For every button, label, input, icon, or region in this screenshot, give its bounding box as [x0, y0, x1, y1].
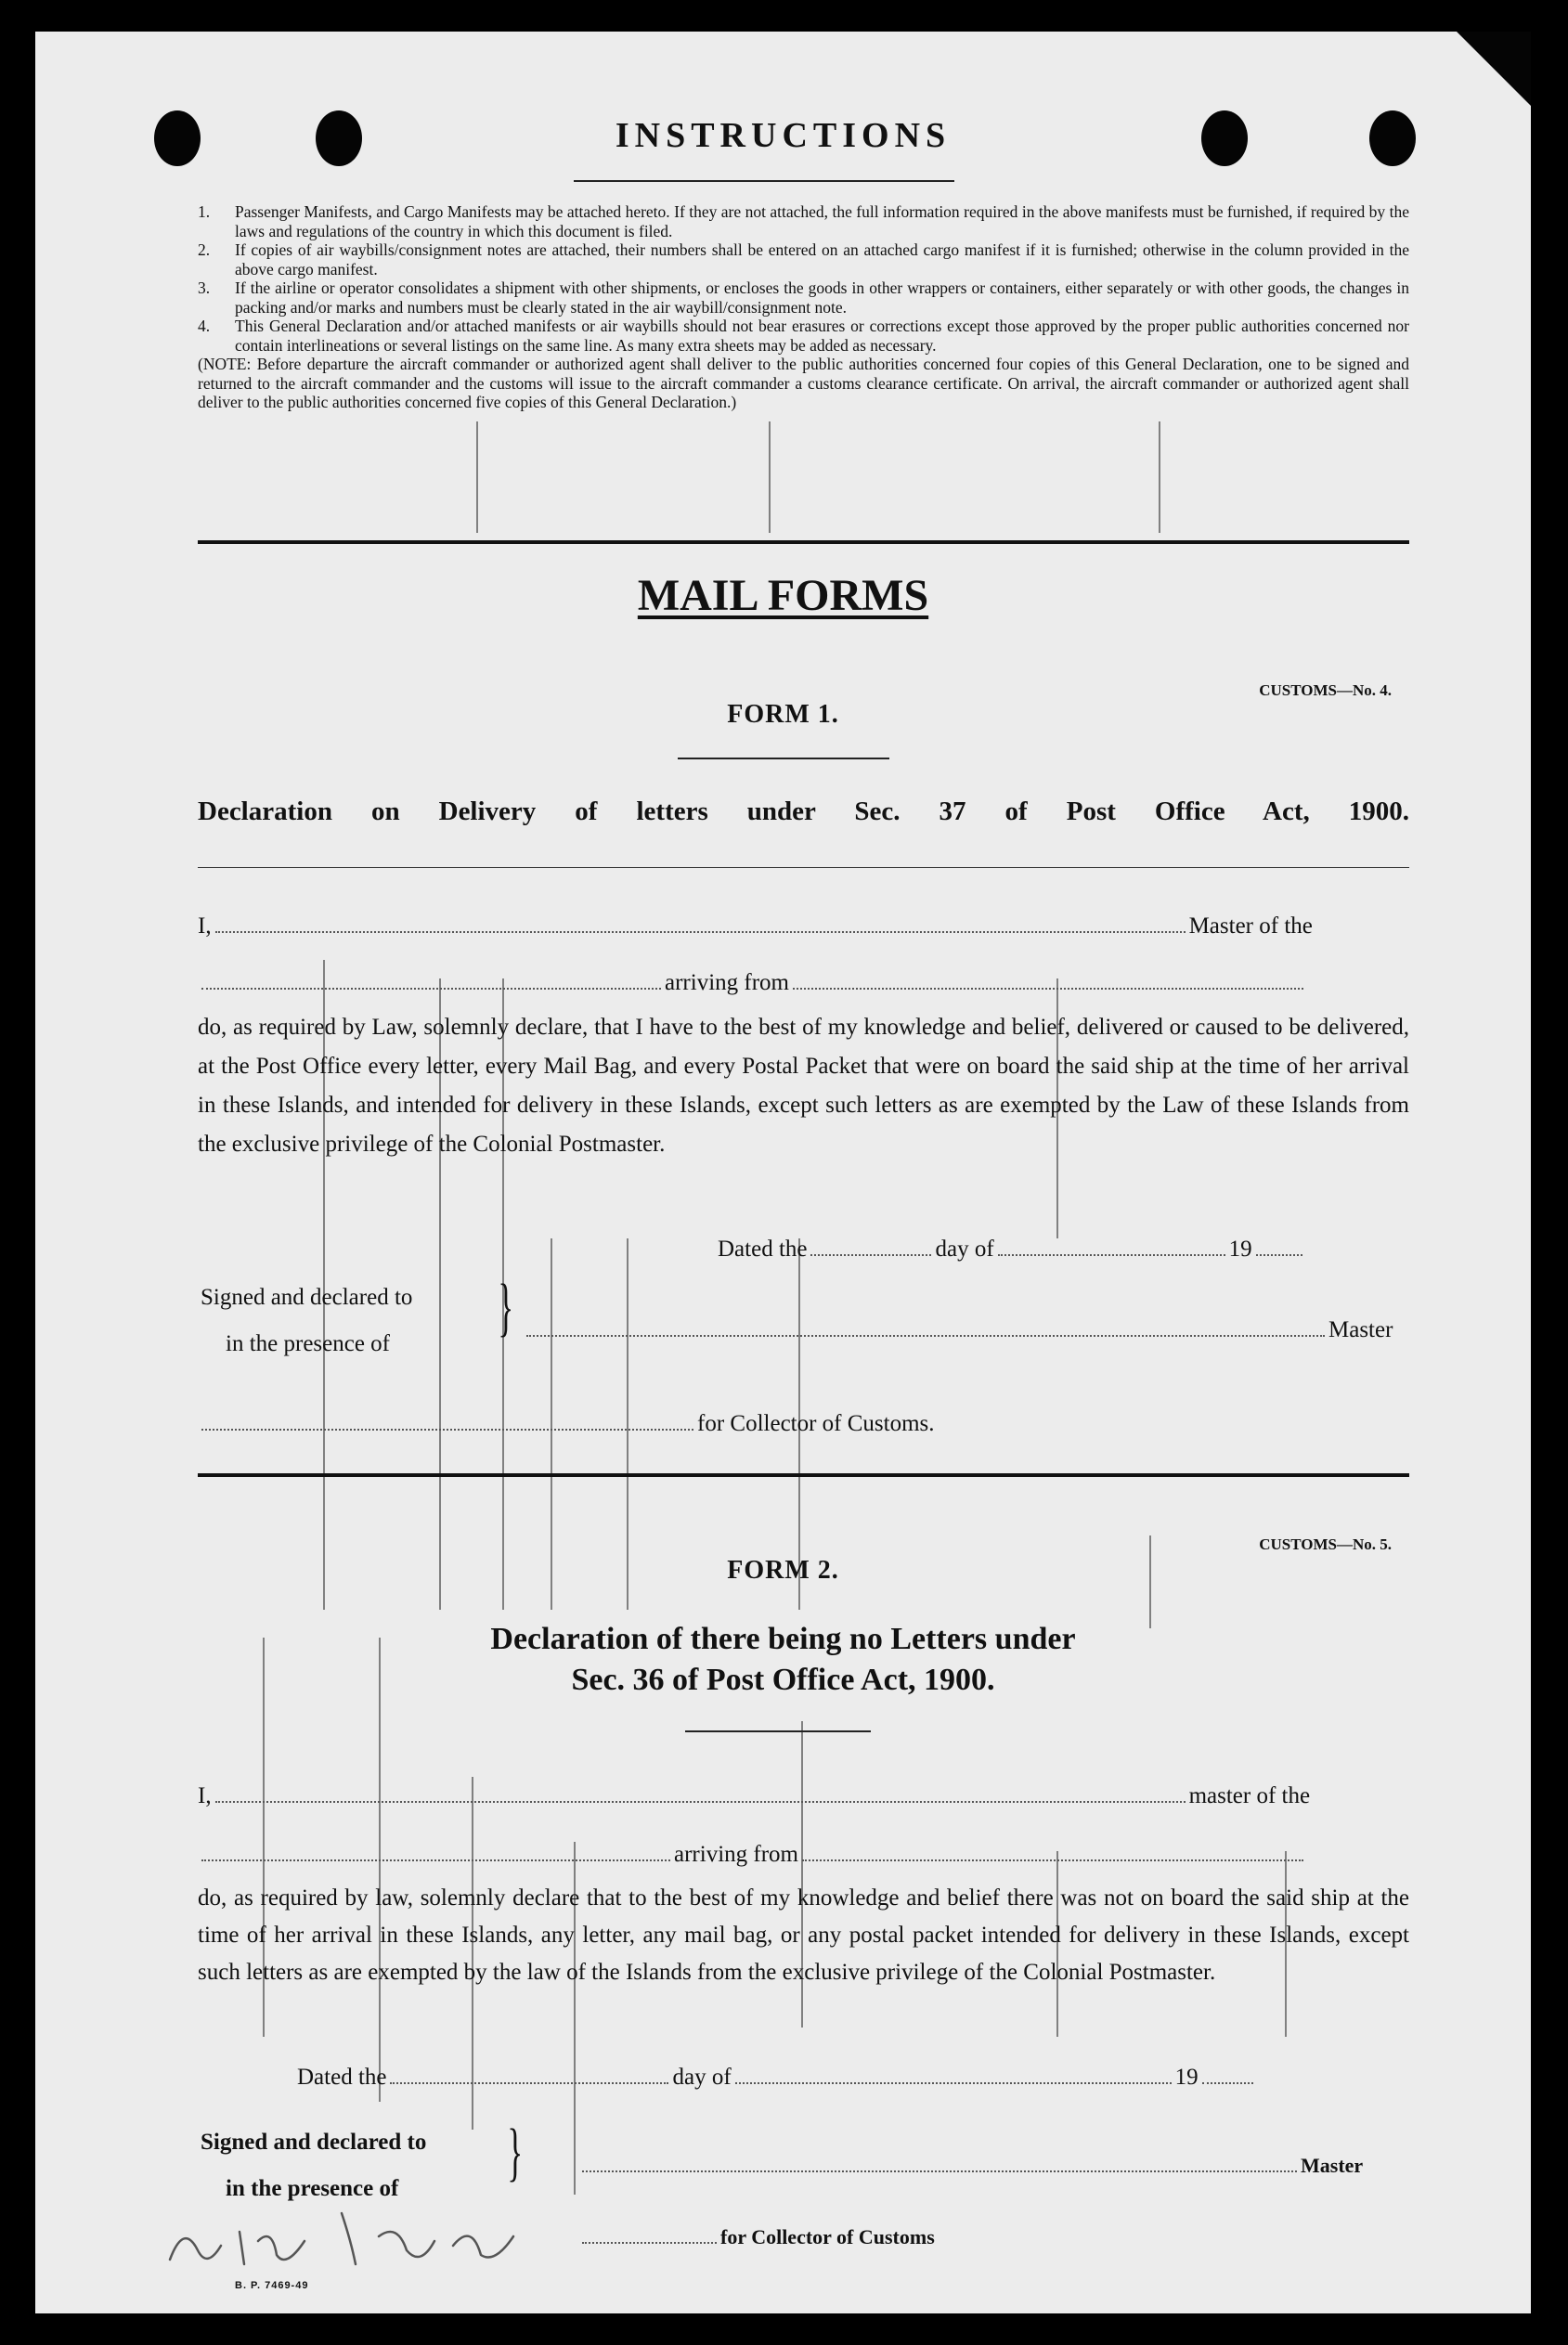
form2-master: Master — [1301, 2154, 1364, 2177]
form2-master-signature-field[interactable] — [582, 2167, 1297, 2172]
form1-label-underline — [678, 758, 889, 759]
form1-arriving-from: arriving from — [665, 970, 789, 995]
form1-customs-number: CUSTOMS—No. 4. — [1259, 681, 1392, 699]
form2-origin-field[interactable] — [802, 1856, 1303, 1861]
form1-master: Master — [1328, 1317, 1393, 1342]
instruction-number: 1. — [198, 202, 211, 221]
form2-name-line — [198, 1783, 1310, 1809]
form1-date-month-field[interactable] — [998, 1250, 1225, 1256]
form2-date-month-field[interactable] — [735, 2079, 1172, 2084]
form1-label: FORM 1. — [727, 700, 839, 729]
section-divider — [198, 540, 1409, 544]
form2-date-day-field[interactable] — [390, 2079, 668, 2084]
instructions-title: INSTRUCTIONS — [615, 116, 952, 155]
form2-brace: } — [507, 2117, 524, 2188]
handwritten-signature — [156, 2195, 546, 2278]
form1-year: 19 — [1228, 1237, 1252, 1262]
form2-for-collector: for Collector of Customs — [720, 2225, 935, 2248]
torn-corner — [1457, 32, 1531, 106]
form1-signed-declared: Signed and declared to — [201, 1285, 413, 1310]
form2-signed-declared: Signed and declared to — [201, 2130, 427, 2155]
form1-day-of: day of — [935, 1237, 994, 1262]
form1-origin-field[interactable] — [793, 984, 1303, 990]
document-page — [35, 32, 1531, 2313]
form1-arriving-line — [198, 970, 1307, 996]
form2-dated-the: Dated the — [297, 2065, 387, 2090]
form1-in-presence: in the presence of — [226, 1331, 391, 1356]
form1-title-rule — [198, 867, 1409, 868]
form2-year-field[interactable] — [1202, 2079, 1253, 2084]
form1-name-line — [198, 913, 1313, 939]
instruction-item — [198, 202, 1409, 240]
form2-body: do, as required by law, solemnly declare that to the best of my knowledge and belief there was not on board the said ship at the time of her arrival in these Islands, any letter, any mail bag, or any postal packet intended for delivery in these Islands, except such letters as are exempted by the law of the Islands from the exclusive privilege of the Colonial Postmaster. — [198, 1885, 1409, 1985]
form1-ship-name-field[interactable] — [201, 984, 661, 990]
form1-year-field[interactable] — [1256, 1250, 1302, 1256]
form1-master-signature-field[interactable] — [526, 1331, 1325, 1337]
form2-label: FORM 2. — [727, 1556, 839, 1585]
form2-collector-signature-field[interactable] — [582, 2238, 717, 2244]
instruction-text: If copies of air waybills/consignment notes are attached, their numbers shall be entered on an attached cargo manifest if it is furnished; otherwise in the column provided in the above cargo manifest. — [235, 240, 1409, 279]
form2-master-line — [578, 2153, 1363, 2179]
form2-day-of: day of — [672, 2065, 732, 2090]
form2-collector-line — [578, 2224, 935, 2250]
instructions-underline — [574, 180, 954, 182]
instruction-item — [198, 279, 1409, 317]
form1-i-label: I, — [198, 913, 212, 939]
instruction-text: This General Declaration and/or attached manifests or air waybills should not bear erasures or corrections except those approved by the proper public authorities concerned nor contain interlineations or several listings on the same line. As many extra sheets may be added as necessary. — [235, 317, 1409, 355]
instruction-text: If the airline or operator consolidates a shipment with other shipments, or encloses the goods in other wrappers or containers, either separately or with other goods, the changes in packing and/or marks and numbers must be clearly stated in the air waybill/consignment note. — [235, 279, 1409, 317]
form2-ship-name-field[interactable] — [201, 1856, 670, 1861]
form2-declaration-line2: Sec. 36 of Post Office Act, 1900. — [571, 1663, 995, 1697]
form2-declaration-title — [35, 1619, 1531, 1701]
crease-mark — [476, 421, 478, 533]
form1-dated-line — [718, 1237, 1306, 1263]
crease-mark — [1159, 421, 1160, 533]
instructions-note: (NOTE: Before departure the aircraft commander or authorized agent shall deliver to the public authorities concerned four copies of this General Declaration, one to be signed and returned to the aircraft commander and the customs will issue to the aircraft commander a customs clearance certificate. On arrival, the aircraft commander or authorized agent shall deliver to the public authorities concerned five copies of this General Declaration.) — [198, 355, 1409, 411]
instruction-number: 4. — [198, 317, 211, 335]
form1-brace: } — [498, 1272, 514, 1343]
form2-master-of-the: master of the — [1188, 1783, 1311, 1808]
instruction-item — [198, 317, 1409, 355]
form2-i-label: I, — [198, 1783, 212, 1808]
form2-dated-line — [297, 2065, 1257, 2091]
footer-form-code: B. P. 7469-49 — [235, 2280, 309, 2291]
form2-name-field[interactable] — [215, 1797, 1186, 1803]
form1-dated-the: Dated the — [718, 1237, 808, 1262]
instruction-item — [198, 240, 1409, 279]
instruction-number: 2. — [198, 240, 211, 259]
form1-date-day-field[interactable] — [810, 1250, 931, 1256]
form1-name-field[interactable] — [215, 927, 1186, 933]
form1-master-line — [523, 1317, 1393, 1343]
crease-mark — [769, 421, 771, 533]
form1-declaration-title: Declaration on Delivery of letters under Sec. 37 of Post Office Act, 1900. — [198, 797, 1409, 826]
instruction-number: 3. — [198, 279, 211, 297]
form1-body: do, as required by Law, solemnly declare, that I have to the best of my knowledge and belief, delivered or caused to be delivered, at the Post Office every letter, every Mail Bag, and every Postal Packet that were on board the said ship at the time of her arrival in these Islands, and intended for delivery in these Islands, except such letters as are exempted by the Law of these Islands from the exclusive privilege of the Colonial Postmaster. — [198, 1015, 1409, 1157]
form1-master-of-the: Master of the — [1188, 913, 1313, 939]
form1-collector-line — [198, 1411, 935, 1437]
form2-title-underline — [685, 1730, 871, 1732]
form-divider — [198, 1473, 1409, 1477]
instruction-text: Passenger Manifests, and Cargo Manifests may be attached hereto. If they are not attached, the full information required in the above manifests must be furnished, if required by the laws and regulations of the country in which this document is filed. — [235, 202, 1409, 240]
form1-collector-signature-field[interactable] — [201, 1425, 693, 1431]
crease-mark — [379, 1638, 381, 2102]
mail-forms-title: MAIL FORMS — [637, 571, 929, 620]
form2-arriving-line — [198, 1842, 1307, 1868]
instructions-list — [198, 202, 1409, 412]
form2-customs-number: CUSTOMS—No. 5. — [1259, 1535, 1392, 1553]
form2-year: 19 — [1174, 2065, 1199, 2090]
form2-in-presence: in the presence of — [226, 2176, 399, 2201]
form2-arriving-from: arriving from — [674, 1842, 798, 1867]
form1-for-collector: for Collector of Customs. — [697, 1411, 935, 1436]
form2-declaration-line1: Declaration of there being no Letters under — [490, 1622, 1076, 1656]
